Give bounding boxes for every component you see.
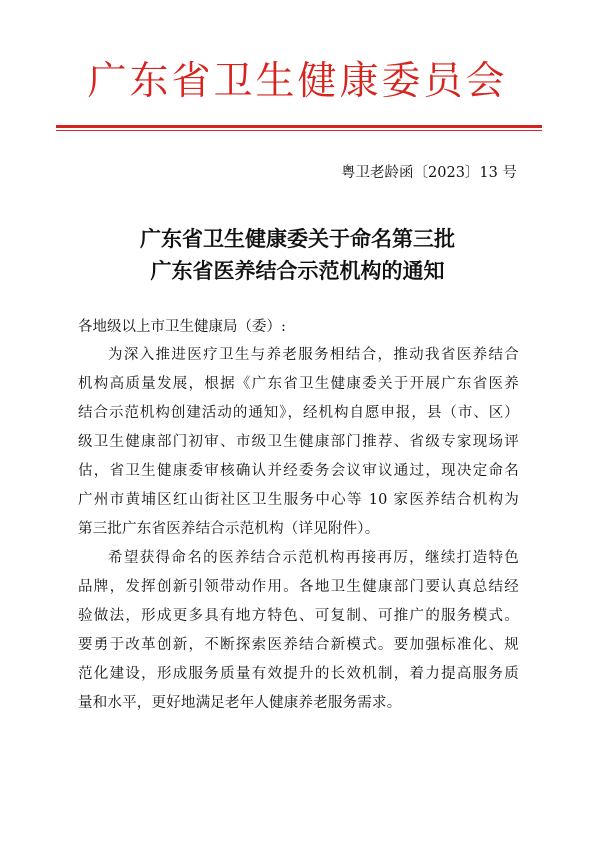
- paragraph-2-line: 范化建设，形成服务质量有效提升的长效机制，着力提高服务质: [78, 666, 519, 682]
- letterhead-rule-thick: [56, 125, 542, 128]
- paragraph-1-line: 机构高质量发展，根据《广东省卫生健康委关于开展广东省医养: [78, 376, 519, 392]
- paragraph-1-line: 结合示范机构创建活动的通知》，经机构自愿申报，县（市、区）: [78, 405, 519, 421]
- paragraph-1-line: 估，省卫生健康委审核确认并经委务会议审议通过，现决定命名: [78, 463, 519, 479]
- paragraph-1-line: 第三批广东省医养结合示范机构（详见附件）。: [78, 521, 380, 537]
- paragraph-2-line: 量和水平，更好地满足老年人健康养老服务需求。: [78, 695, 402, 711]
- paragraph-2-line: 品牌，发挥创新引领带动作用。各地卫生健康部门要认真总结经: [78, 579, 519, 595]
- paragraph-1-line: 级卫生健康部门初审、市级卫生健康部门推荐、省级专家现场评: [78, 434, 519, 450]
- salutation: 各地级以上市卫生健康局（委）:: [78, 319, 286, 335]
- paragraph-2-line: 希望获得命名的医养结合示范机构再接再厉，继续打造特色: [108, 550, 519, 566]
- document-title-line-2: 广东省医养结合示范机构的通知: [150, 258, 445, 283]
- document-number: 粤卫老龄函〔2023〕13 号: [341, 165, 517, 181]
- paragraph-1-line: 为深入推进医疗卫生与养老服务相结合，推动我省医养结合: [108, 347, 519, 363]
- paragraph-1-line: 广州市黄埔区红山街社区卫生服务中心等 10 家医养结合机构为: [78, 492, 519, 508]
- paragraph-2-line: 验做法，形成更多具有地方特色、可复制、可推广的服务模式。: [78, 608, 519, 624]
- letterhead-title: 广东省卫生健康委员会: [87, 59, 508, 104]
- document-title-line-1: 广东省卫生健康委关于命名第三批: [140, 226, 455, 251]
- letterhead-rule-thin: [56, 130, 542, 131]
- paragraph-2-line: 要勇于改革创新，不断探索医养结合新模式。要加强标准化、规: [78, 637, 519, 653]
